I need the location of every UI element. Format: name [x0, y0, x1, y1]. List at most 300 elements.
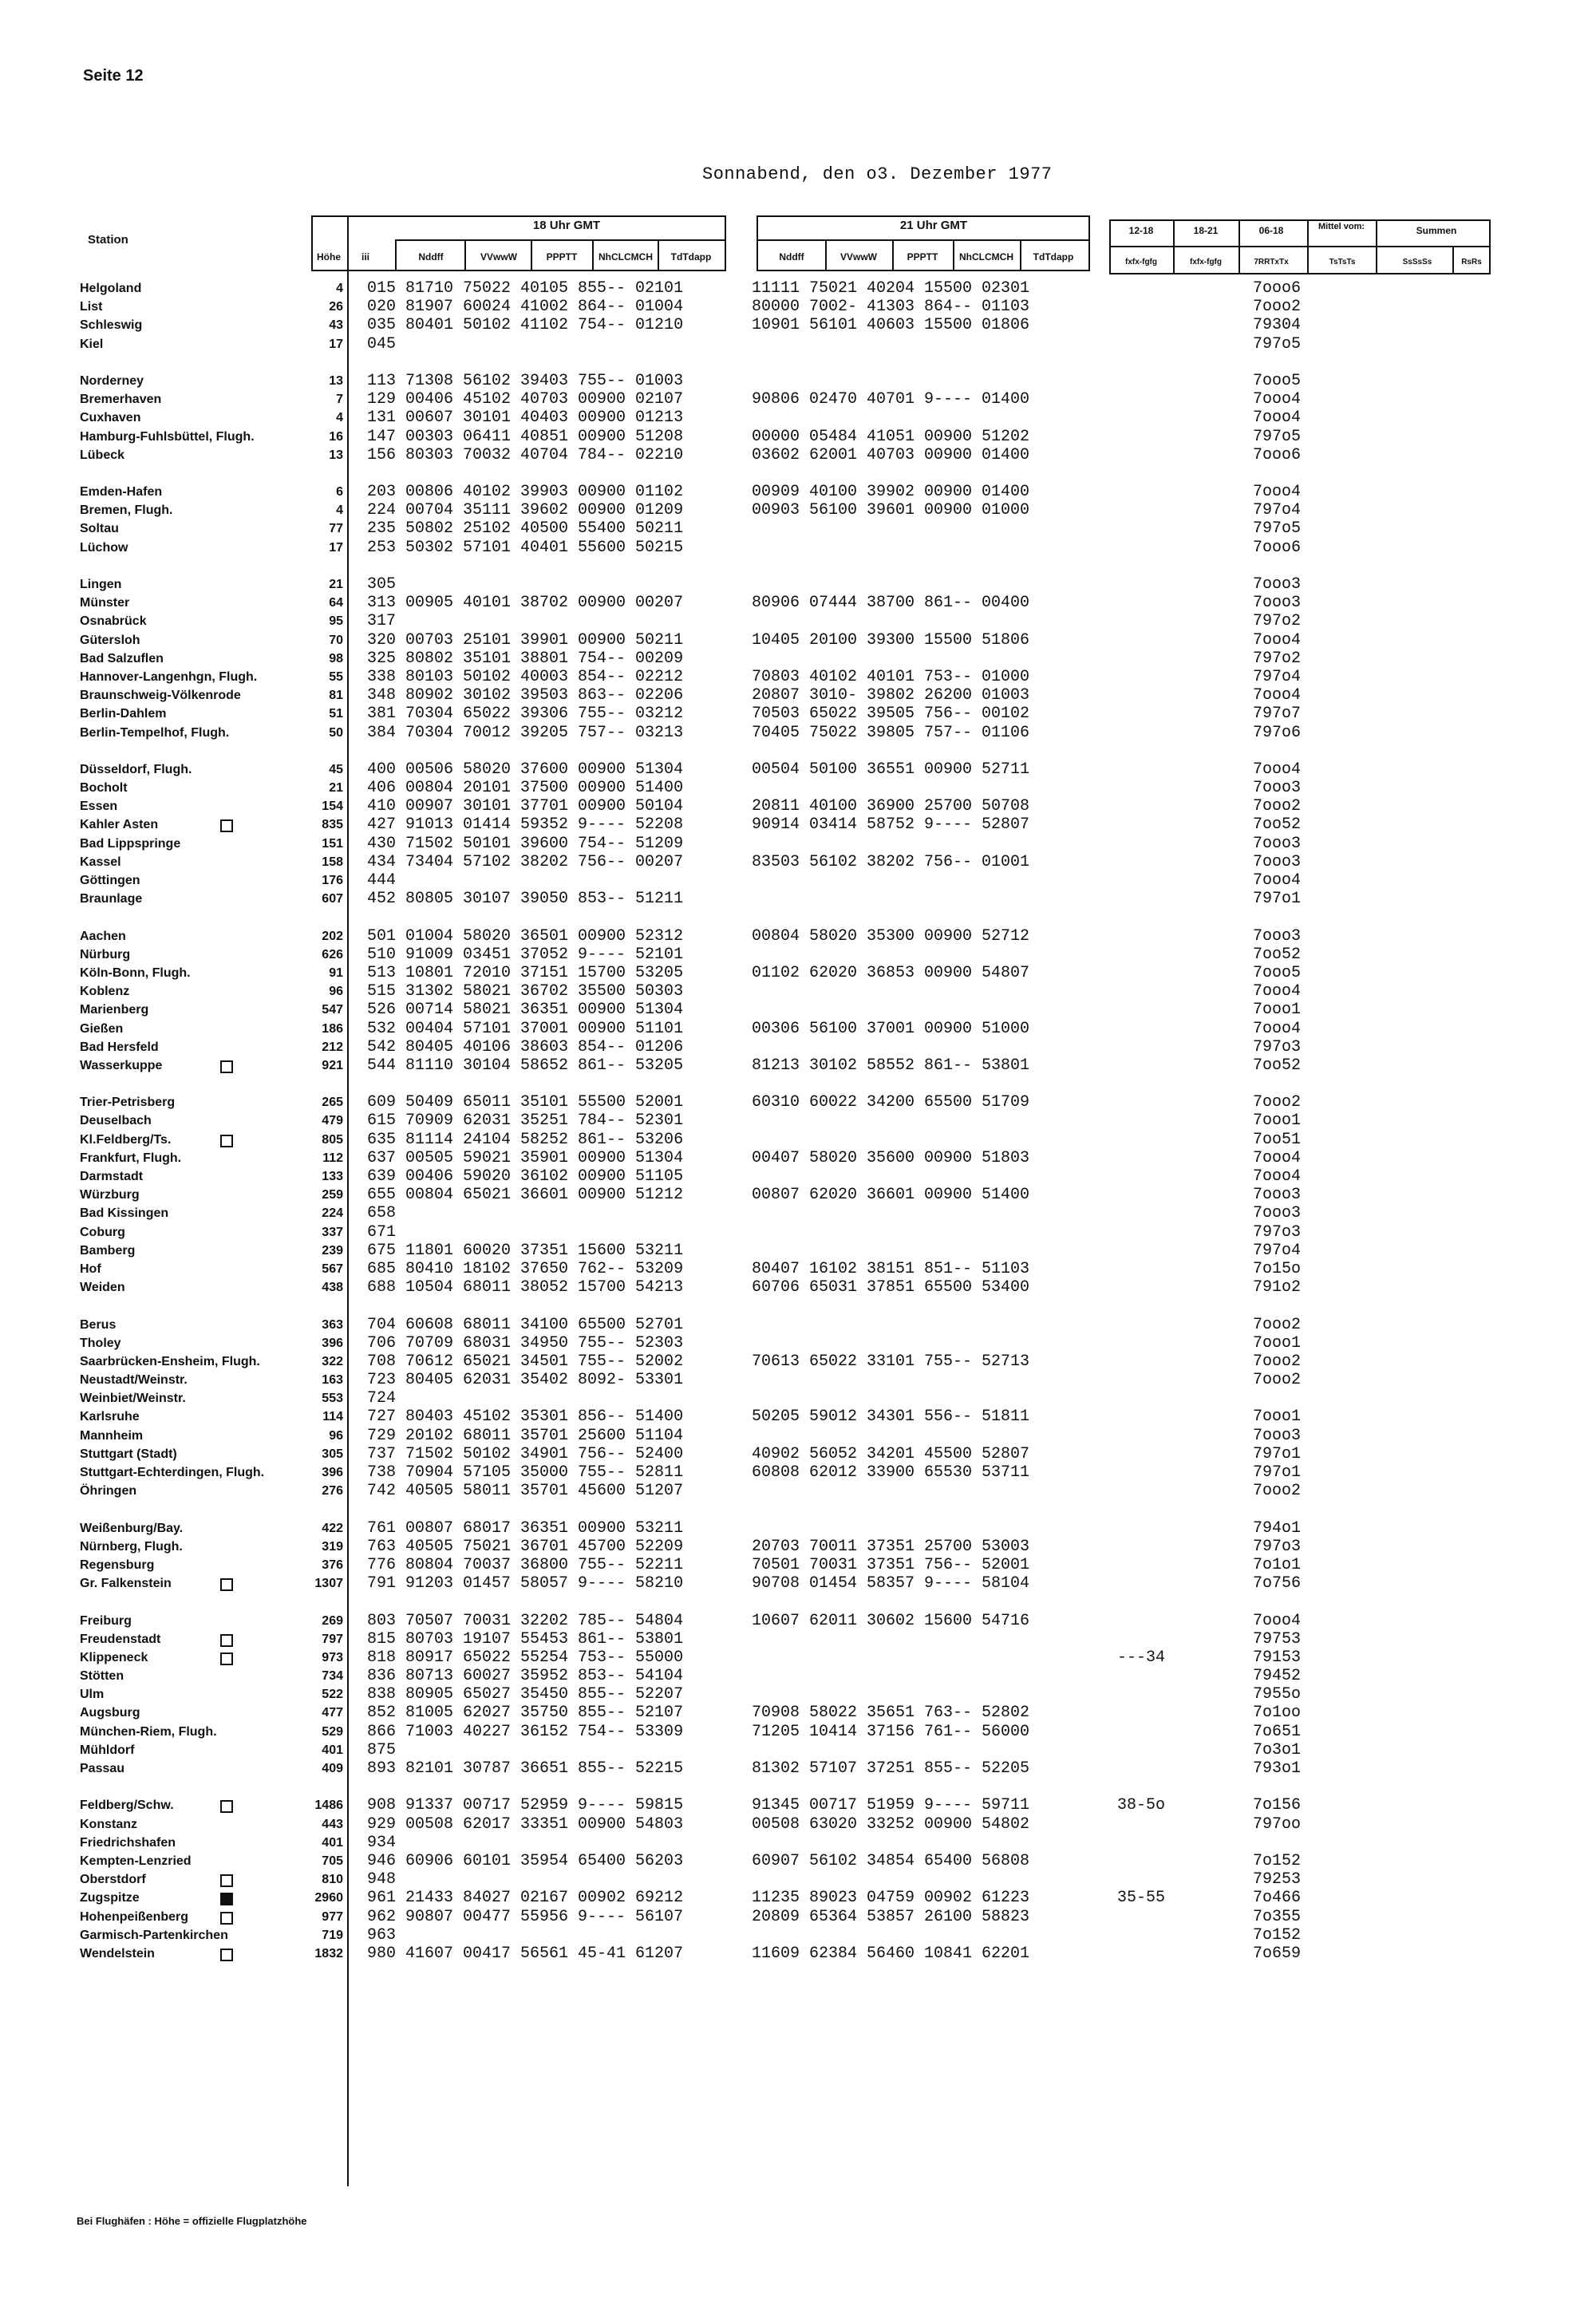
- obs-21-gmt: 90914 03414 58752 9---- 52807: [752, 815, 1030, 835]
- obs-18-gmt: 658: [367, 1204, 397, 1223]
- station-row: [0, 1612, 1596, 1630]
- station-name: [80, 1186, 343, 1204]
- station-name-text: Mühldorf: [80, 1743, 135, 1757]
- obs-18-gmt: 639 00406 59020 36102 00900 51105: [367, 1167, 684, 1186]
- obs-18-gmt: 704 60608 68011 34100 65500 52701: [367, 1315, 684, 1334]
- obs-21-gmt: 00306 56100 37001 00900 51000: [752, 1019, 1030, 1038]
- temp-mean: 7ooo4: [1253, 1167, 1302, 1186]
- page-number: Seite 12: [83, 67, 144, 85]
- station-height: 4: [336, 503, 343, 518]
- obs-21-gmt: 81302 57107 37251 855-- 52205: [752, 1759, 1030, 1778]
- station-height: 212: [322, 1040, 343, 1054]
- station-row: [0, 686, 1596, 705]
- header-sub-18-21: fxfx-fgfg: [1190, 258, 1222, 267]
- station-height: 176: [322, 874, 343, 887]
- station-name-text: Regensburg: [80, 1558, 155, 1572]
- station-row: [0, 1316, 1596, 1334]
- obs-18-gmt: 815 80703 19107 55453 861-- 53801: [367, 1629, 684, 1649]
- station-height: 337: [322, 1225, 343, 1239]
- header-ppptt-18: PPPTT: [546, 251, 578, 263]
- temp-mean: 797o1: [1253, 890, 1302, 909]
- station-row: [0, 1834, 1596, 1852]
- station-row: [0, 316, 1596, 334]
- station-row: [0, 668, 1596, 686]
- station-height: 13: [329, 448, 343, 462]
- station-name: [80, 409, 343, 427]
- station-name-text: Koblenz: [80, 985, 130, 999]
- station-height: 202: [322, 929, 343, 943]
- station-height: 50: [329, 725, 343, 740]
- station-height: 16: [329, 429, 343, 444]
- station-name: [80, 1408, 343, 1426]
- temp-mean: 7ooo5: [1253, 963, 1302, 982]
- group-gap: [0, 1778, 1596, 1796]
- station-name-text: Augsburg: [80, 1706, 140, 1720]
- station-row: [0, 1001, 1596, 1019]
- obs-18-gmt: 224 00704 35111 39602 00900 01209: [367, 501, 684, 520]
- station-height: 186: [322, 1021, 343, 1036]
- station-name-text: Freiburg: [80, 1613, 132, 1628]
- station-name-text: Weißenburg/Bay.: [80, 1521, 184, 1535]
- obs-21-gmt: 10901 56101 40603 15500 01806: [752, 316, 1030, 335]
- station-name-text: Kiel: [80, 337, 104, 351]
- station-height: 1486: [314, 1799, 343, 1813]
- obs-18-gmt: 706 70709 68031 34950 755-- 52303: [367, 1333, 684, 1352]
- station-row: [0, 1926, 1596, 1945]
- obs-18-gmt: 637 00505 59021 35901 00900 51304: [367, 1148, 684, 1167]
- obs-18-gmt: 410 00907 30101 37701 00900 50104: [367, 797, 684, 816]
- station-height: 70: [329, 633, 343, 647]
- station-name-text: Göttingen: [80, 874, 140, 887]
- obs-18-gmt: 526 00714 58021 36351 00900 51304: [367, 1001, 684, 1020]
- station-row: [0, 1093, 1596, 1112]
- station-row: [0, 1482, 1596, 1500]
- header-vline-21: [1489, 219, 1491, 274]
- gust-range: 35-55: [1117, 1889, 1166, 1908]
- station-row: [0, 1131, 1596, 1149]
- header-nddff-21: Nddff: [779, 251, 804, 263]
- station-name-text: Berlin-Tempelhof, Flugh.: [80, 725, 230, 740]
- obs-18-gmt: 729 20102 68011 35701 25600 51104: [367, 1426, 684, 1445]
- header-vvwww-21: VVwwW: [839, 251, 877, 263]
- header-sub-mittel: TsTsTs: [1329, 258, 1356, 267]
- obs-18-gmt: 838 80905 65027 35450 855-- 52207: [367, 1685, 684, 1704]
- station-name: [80, 1685, 343, 1704]
- obs-18-gmt: 961 21433 84027 02167 00902 69212: [367, 1889, 684, 1908]
- temp-mean: 7o1o1: [1253, 1555, 1302, 1574]
- obs-18-gmt: 035 80401 50102 41102 754-- 01210: [367, 316, 684, 335]
- header-vline-1: [311, 215, 313, 271]
- station-row: [0, 1538, 1596, 1556]
- station-row: [0, 1242, 1596, 1260]
- station-name-text: Zugspitze: [80, 1891, 140, 1905]
- station-row: [0, 1815, 1596, 1834]
- station-name: [80, 982, 343, 1001]
- station-height: 401: [322, 1743, 343, 1757]
- station-name: [80, 298, 343, 316]
- station-height: 719: [322, 1928, 343, 1942]
- group-gap: [0, 464, 1596, 483]
- temp-mean: 797o6: [1253, 723, 1302, 742]
- station-row: [0, 612, 1596, 630]
- station-row: [0, 982, 1596, 1001]
- station-name: [80, 853, 343, 871]
- group-gap: [0, 353, 1596, 372]
- obs-21-gmt: 50205 59012 34301 556-- 51811: [752, 1408, 1030, 1427]
- obs-18-gmt: 430 71502 50101 39600 754-- 51209: [367, 834, 684, 853]
- station-height: 239: [322, 1243, 343, 1258]
- station-name: [80, 964, 343, 982]
- obs-18-gmt: 675 11801 60020 37351 15600 53211: [367, 1241, 684, 1260]
- station-name-text: Karlsruhe: [80, 1410, 140, 1424]
- station-name: [80, 835, 343, 853]
- obs-18-gmt: 685 80410 18102 37650 762-- 53209: [367, 1259, 684, 1278]
- obs-18-gmt: 348 80902 30102 39503 863-- 02206: [367, 686, 684, 705]
- obs-21-gmt: 70503 65022 39505 756-- 00102: [752, 705, 1030, 724]
- station-row: [0, 1260, 1596, 1278]
- station-name: [80, 1741, 343, 1759]
- temp-mean: 793o1: [1253, 1759, 1302, 1778]
- station-height: 151: [322, 836, 343, 851]
- temp-mean: 7ooo3: [1253, 575, 1302, 594]
- header-vline-20: [1452, 246, 1454, 274]
- temp-mean: 7ooo1: [1253, 1408, 1302, 1427]
- obs-21-gmt: 00407 58020 35600 00900 51803: [752, 1148, 1030, 1167]
- station-height: 17: [329, 540, 343, 555]
- obs-21-gmt: 90806 02470 40701 9---- 01400: [752, 390, 1030, 409]
- station-height: 269: [322, 1613, 343, 1628]
- station-name: [80, 631, 343, 650]
- station-row: [0, 575, 1596, 594]
- station-name-text: Osnabrück: [80, 614, 147, 629]
- station-name-text: Essen: [80, 800, 118, 814]
- station-row: [0, 964, 1596, 982]
- station-height: 133: [322, 1170, 343, 1183]
- station-name-text: Berlin-Dahlem: [80, 707, 167, 721]
- station-row: [0, 298, 1596, 316]
- station-name-text: Norderney: [80, 373, 144, 388]
- station-height: 797: [322, 1632, 343, 1646]
- station-table-body: [0, 279, 1596, 1963]
- station-name-text: Öhringen: [80, 1484, 137, 1498]
- obs-18-gmt: 313 00905 40101 38702 00900 00207: [367, 594, 684, 613]
- station-row: [0, 1371, 1596, 1389]
- header-line-mid-21: [757, 239, 1090, 241]
- header-vline-6: [592, 239, 594, 271]
- temp-mean: 797o3: [1253, 1537, 1302, 1556]
- station-name: [80, 1704, 343, 1722]
- group-gap: [0, 1297, 1596, 1315]
- obs-21-gmt: 71205 10414 37156 761-- 56000: [752, 1722, 1030, 1741]
- temp-mean: 79304: [1253, 316, 1302, 335]
- station-name-text: Bad Kissingen: [80, 1206, 169, 1221]
- station-name-text: Tholey: [80, 1336, 121, 1350]
- station-height: 479: [322, 1114, 343, 1128]
- obs-18-gmt: 020 81907 60024 41002 864-- 01004: [367, 298, 684, 317]
- station-name-text: Wasserkuppe: [80, 1058, 163, 1072]
- station-row: [0, 1149, 1596, 1167]
- obs-18-gmt: 320 00703 25101 39901 00900 50211: [367, 630, 684, 650]
- temp-mean: 7ooo2: [1253, 1352, 1302, 1371]
- station-height: 43: [329, 318, 343, 333]
- temp-mean: 797o7: [1253, 705, 1302, 724]
- station-height: 2960: [314, 1891, 343, 1905]
- station-name-text: Weinbiet/Weinstr.: [80, 1392, 186, 1406]
- header-vline-8: [725, 215, 726, 271]
- temp-mean: 7ooo3: [1253, 852, 1302, 871]
- obs-18-gmt: 510 91009 03451 37052 9---- 52101: [367, 945, 684, 964]
- open-square-icon: [220, 1578, 233, 1591]
- obs-18-gmt: 963: [367, 1925, 397, 1945]
- station-row: [0, 890, 1596, 908]
- obs-21-gmt: 70405 75022 39805 757-- 01106: [752, 723, 1030, 742]
- station-name-text: Helgoland: [80, 282, 142, 295]
- obs-18-gmt: 866 71003 40227 36152 754-- 53309: [367, 1722, 684, 1741]
- obs-21-gmt: 70908 58022 35651 763-- 52802: [752, 1704, 1030, 1723]
- station-name: [80, 1667, 343, 1685]
- station-name-text: Bocholt: [80, 781, 128, 796]
- station-name-text: Freudenstadt: [80, 1632, 161, 1646]
- temp-mean: 7955o: [1253, 1685, 1302, 1704]
- station-name: [80, 1223, 343, 1242]
- header-nh-18: NhCLCMCH: [598, 251, 653, 263]
- obs-18-gmt: 045: [367, 334, 397, 353]
- station-row: [0, 428, 1596, 446]
- temp-mean: 797o3: [1253, 1037, 1302, 1056]
- obs-21-gmt: 40902 56052 34201 45500 52807: [752, 1444, 1030, 1463]
- temp-mean: 7ooo4: [1253, 1611, 1302, 1630]
- station-name: [80, 279, 343, 298]
- obs-21-gmt: 80407 16102 38151 851-- 51103: [752, 1259, 1030, 1278]
- obs-18-gmt: 635 81114 24104 58252 861-- 53206: [367, 1130, 684, 1149]
- header-line-top-right: [1109, 219, 1491, 221]
- temp-mean: 7o15o: [1253, 1259, 1302, 1278]
- temp-mean: 797o5: [1253, 519, 1302, 539]
- station-height: 224: [322, 1206, 343, 1221]
- station-name: [80, 335, 343, 353]
- station-row: [0, 539, 1596, 557]
- obs-18-gmt: 962 90807 00477 55956 9---- 56107: [367, 1907, 684, 1926]
- station-row: [0, 1278, 1596, 1297]
- open-square-icon: [220, 1949, 233, 1961]
- station-name: [80, 446, 343, 464]
- station-row: [0, 1704, 1596, 1722]
- header-vvwww-18: VVwwW: [480, 251, 517, 263]
- temp-mean: 7ooo2: [1253, 1482, 1302, 1501]
- obs-21-gmt: 80906 07444 38700 861-- 00400: [752, 594, 1030, 613]
- temp-mean: 7ooo2: [1253, 797, 1302, 816]
- header-line-mid-right: [1109, 246, 1491, 247]
- station-name: [80, 612, 343, 630]
- temp-mean: 7oo52: [1253, 945, 1302, 964]
- station-name: [80, 1630, 343, 1649]
- obs-18-gmt: 434 73404 57102 38202 756-- 00207: [367, 852, 684, 871]
- station-name: [80, 1945, 343, 1963]
- header-line-bottom-left: [311, 270, 726, 271]
- station-name: [80, 1815, 343, 1834]
- temp-mean: 7ooo2: [1253, 1093, 1302, 1112]
- obs-21-gmt: 00909 40100 39902 00900 01400: [752, 483, 1030, 502]
- station-row: [0, 483, 1596, 501]
- station-height: 522: [322, 1688, 343, 1702]
- station-height: 98: [329, 651, 343, 665]
- station-row: [0, 871, 1596, 890]
- station-row: [0, 501, 1596, 519]
- obs-21-gmt: 20811 40100 36900 25700 50708: [752, 797, 1030, 816]
- station-name: [80, 390, 343, 409]
- header-vline-17: [1238, 219, 1240, 274]
- station-name-text: Wendelstein: [80, 1946, 155, 1960]
- obs-18-gmt: 532 00404 57101 37001 00900 51101: [367, 1019, 684, 1038]
- station-row: [0, 1463, 1596, 1482]
- station-name: [80, 724, 343, 742]
- obs-18-gmt: 852 81005 62027 35750 855-- 52107: [367, 1704, 684, 1723]
- station-name-text: Hamburg-Fuhlsbüttel, Flugh.: [80, 429, 255, 444]
- station-name-text: Braunschweig-Völkenrode: [80, 689, 241, 703]
- station-name-text: Konstanz: [80, 1817, 137, 1831]
- station-name-text: Bremerhaven: [80, 393, 162, 407]
- obs-18-gmt: 325 80802 35101 38801 754-- 00209: [367, 649, 684, 668]
- station-height: 91: [329, 965, 343, 980]
- station-name: [80, 1352, 343, 1371]
- station-row: [0, 1759, 1596, 1778]
- station-row: [0, 1649, 1596, 1667]
- obs-21-gmt: 20809 65364 53857 26100 58823: [752, 1907, 1030, 1926]
- station-name-text: Gießen: [80, 1021, 124, 1036]
- station-name: [80, 1278, 343, 1297]
- header-vline-4: [464, 239, 466, 271]
- station-name-text: Lübeck: [80, 448, 125, 462]
- station-name: [80, 594, 343, 612]
- temp-mean: 7ooo3: [1253, 779, 1302, 798]
- station-name-text: Düsseldorf, Flugh.: [80, 762, 192, 776]
- station-name-text: Lüchow: [80, 540, 128, 555]
- obs-18-gmt: 727 80403 45102 35301 856-- 51400: [367, 1408, 684, 1427]
- station-row: [0, 1334, 1596, 1352]
- header-tdapp-21: TdTdapp: [1033, 251, 1074, 263]
- station-height: 553: [322, 1392, 343, 1406]
- station-height: 705: [322, 1854, 343, 1868]
- obs-18-gmt: 803 70507 70031 32202 785-- 54804: [367, 1611, 684, 1630]
- obs-18-gmt: 908 91337 00717 52959 9---- 59815: [367, 1796, 684, 1815]
- station-height: 477: [322, 1706, 343, 1720]
- temp-mean: 7ooo6: [1253, 538, 1302, 557]
- station-height: 95: [329, 614, 343, 629]
- temp-mean: 79253: [1253, 1870, 1302, 1889]
- station-name: [80, 1316, 343, 1334]
- station-row: [0, 390, 1596, 409]
- temp-mean: 791o2: [1253, 1278, 1302, 1297]
- station-name: [80, 519, 343, 538]
- temp-mean: 7ooo3: [1253, 1426, 1302, 1445]
- station-name: [80, 668, 343, 686]
- station-name: [80, 1463, 343, 1482]
- station-height: 734: [322, 1669, 343, 1684]
- station-height: 443: [322, 1817, 343, 1831]
- temp-mean: 7ooo3: [1253, 1204, 1302, 1223]
- station-name: [80, 1870, 343, 1889]
- obs-18-gmt: 708 70612 65021 34501 755-- 52002: [367, 1352, 684, 1371]
- station-row: [0, 1889, 1596, 1907]
- station-row: [0, 1204, 1596, 1222]
- station-height: 319: [322, 1539, 343, 1554]
- station-name: [80, 1093, 343, 1112]
- station-name: [80, 705, 343, 723]
- station-height: 163: [322, 1373, 343, 1388]
- station-row: [0, 372, 1596, 390]
- station-name: [80, 372, 343, 390]
- station-name: [80, 927, 343, 946]
- station-name-text: Passau: [80, 1762, 125, 1775]
- station-row: [0, 946, 1596, 964]
- temp-mean: 7o152: [1253, 1925, 1302, 1945]
- temp-mean: 797o4: [1253, 667, 1302, 686]
- station-name-text: Garmisch-Partenkirchen: [80, 1928, 228, 1942]
- obs-21-gmt: 10405 20100 39300 15500 51806: [752, 630, 1030, 650]
- station-name-text: Bad Lippspringe: [80, 836, 181, 851]
- station-height: 158: [322, 855, 343, 869]
- station-name: [80, 946, 343, 964]
- station-name: [80, 779, 343, 797]
- station-name-text: Köln-Bonn, Flugh.: [80, 965, 191, 980]
- station-height: 567: [322, 1262, 343, 1276]
- temp-mean: 7ooo4: [1253, 760, 1302, 779]
- station-name: [80, 815, 343, 834]
- footnote: Bei Flughäfen : Höhe = offizielle Flugplatzhöhe: [77, 2215, 307, 2227]
- obs-18-gmt: 129 00406 45102 40703 00900 02107: [367, 390, 684, 409]
- station-row: [0, 724, 1596, 742]
- header-vline-13: [1020, 239, 1021, 271]
- station-row: [0, 1741, 1596, 1759]
- header-line-top-18: [311, 215, 726, 217]
- station-name-text: Hof: [80, 1262, 101, 1276]
- temp-mean: 7ooo3: [1253, 594, 1302, 613]
- header-station: Station: [88, 233, 128, 247]
- obs-18-gmt: 723 80405 62031 35402 8092- 53301: [367, 1371, 684, 1390]
- station-name: [80, 650, 343, 668]
- obs-18-gmt: 015 81710 75022 40105 855-- 02101: [367, 279, 684, 298]
- station-height: 396: [322, 1336, 343, 1350]
- header-hoehe: Höhe: [317, 251, 341, 263]
- obs-18-gmt: 738 70904 57105 35000 755-- 52811: [367, 1463, 684, 1482]
- station-name-text: Stötten: [80, 1669, 124, 1684]
- station-name-text: Klippeneck: [80, 1650, 148, 1664]
- temp-mean: 7ooo6: [1253, 445, 1302, 464]
- station-name: [80, 1038, 343, 1056]
- station-name-text: Kl.Feldberg/Ts.: [80, 1132, 172, 1147]
- group-gap: [0, 1593, 1596, 1611]
- obs-18-gmt: 609 50409 65011 35101 55500 52001: [367, 1093, 684, 1112]
- station-height: 112: [322, 1151, 343, 1165]
- station-row: [0, 1852, 1596, 1870]
- obs-21-gmt: 11609 62384 56460 10841 62201: [752, 1944, 1030, 1963]
- station-name: [80, 1538, 343, 1556]
- header-vline-11: [892, 239, 894, 271]
- obs-21-gmt: 60808 62012 33900 65530 53711: [752, 1463, 1030, 1482]
- temp-mean: 7ooo3: [1253, 834, 1302, 853]
- obs-18-gmt: 235 50802 25102 40500 55400 50211: [367, 519, 684, 539]
- station-height: 81: [329, 689, 343, 703]
- temp-mean: 7o156: [1253, 1796, 1302, 1815]
- temp-mean: 7ooo4: [1253, 483, 1302, 502]
- station-row: [0, 1945, 1596, 1963]
- obs-21-gmt: 91345 00717 51959 9---- 59711: [752, 1796, 1030, 1815]
- obs-21-gmt: 00504 50100 36551 00900 52711: [752, 760, 1030, 779]
- station-height: 977: [322, 1909, 343, 1924]
- station-row: [0, 1908, 1596, 1926]
- obs-18-gmt: 836 80713 60027 35952 853-- 54104: [367, 1667, 684, 1686]
- obs-18-gmt: 501 01004 58020 36501 00900 52312: [367, 926, 684, 946]
